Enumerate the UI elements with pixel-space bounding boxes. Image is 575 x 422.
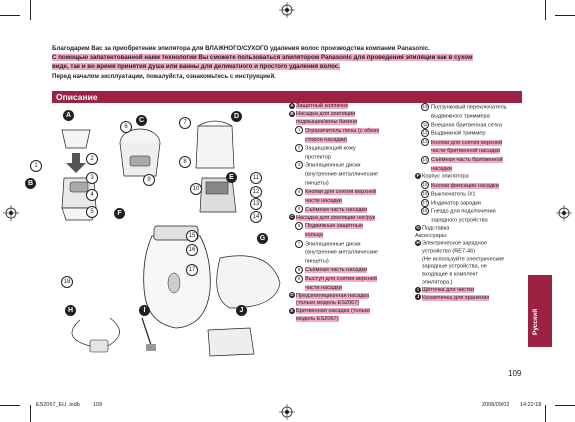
item-text: Электрическое зарядное xyxy=(422,240,487,247)
item-text: пинцеты) xyxy=(305,180,329,187)
item-text: пинцеты) xyxy=(305,258,329,265)
diagram-letter-e: E xyxy=(226,172,237,183)
item-text: Эпиляционные диски xyxy=(305,240,361,247)
crop-mark xyxy=(30,405,31,422)
item-text: протектор xyxy=(305,154,331,161)
callout-number: 11 xyxy=(250,172,262,184)
item-number-badge: 5 xyxy=(295,205,303,213)
product-diagram xyxy=(50,108,282,358)
item-letter-badge: B xyxy=(290,110,294,116)
item-text: выдвижного триммера xyxy=(431,113,490,120)
list-item xyxy=(289,179,415,188)
item-number-badge: 16 xyxy=(422,190,428,196)
list-item xyxy=(415,129,525,138)
list-item xyxy=(289,222,415,231)
item-text: Ограничитель пены (с обеих xyxy=(305,127,380,134)
diagram-letter-g: G xyxy=(257,233,268,244)
callout-number: 12 xyxy=(250,186,262,198)
item-text: сторон насадки) xyxy=(305,136,348,143)
item-text: Насадка для эпиляции xyxy=(296,111,356,118)
intro-line: С помощью запатентованной нами технологии Вы сможете пользоваться эпилятором Panasonic для проведения эпиляции как в сухом xyxy=(52,54,473,62)
item-number-badge: 3 xyxy=(295,161,303,169)
item-text: Насадка для эпиляции ног/рук xyxy=(296,214,376,221)
item-number-badge: 18 xyxy=(422,208,428,214)
list-item xyxy=(289,257,415,266)
footer-time: 14:22:18 xyxy=(520,402,542,408)
list-item xyxy=(415,256,525,264)
item-letter-badge: G xyxy=(416,224,420,230)
callout-number: 2 xyxy=(86,153,98,165)
item-text: Корпус эпилятора xyxy=(422,173,469,180)
item-text: входящие в комплект xyxy=(422,271,478,278)
item-text: Бритвенная насадка (только xyxy=(296,308,371,315)
list-item xyxy=(289,135,415,144)
callout-number: 8 xyxy=(179,156,191,168)
diagram-letter-a: A xyxy=(63,110,74,121)
list-item xyxy=(289,103,415,111)
diagram-letter-b: B xyxy=(25,178,36,189)
list-item xyxy=(289,214,415,222)
list-item xyxy=(289,144,415,153)
list-item xyxy=(415,294,525,302)
diagram-letter-c: C xyxy=(136,115,147,126)
item-letter-badge: C xyxy=(290,214,294,220)
item-text: эпилятора.) xyxy=(422,279,453,286)
list-item xyxy=(289,119,415,127)
item-text: (Не используйте электрические xyxy=(422,256,505,263)
item-text: Индикатор зарядки xyxy=(431,200,481,207)
registration-mark-icon xyxy=(279,404,295,420)
list-item xyxy=(289,240,415,249)
item-text: Выдвижной триммер xyxy=(431,130,486,137)
item-text: Съёмная часть насадки xyxy=(305,206,368,213)
item-text: Гнездо для подключения xyxy=(431,208,496,215)
item-number-badge: 6 xyxy=(295,222,303,230)
charger-shape xyxy=(90,340,108,352)
item-text: Выключатель 0/1 xyxy=(431,191,476,198)
footer-file: ES2067_EU .indb xyxy=(36,402,80,408)
item-text: (внутренние металлические xyxy=(305,171,379,178)
item-text: Выступ для снятия верхней xyxy=(305,276,378,283)
list-item xyxy=(415,225,525,233)
list-item xyxy=(289,153,415,162)
crop-mark xyxy=(555,405,575,406)
list-item xyxy=(415,263,525,271)
item-text: Кнопки для снятия верхней xyxy=(305,189,377,196)
callout-number: 1 xyxy=(30,160,42,172)
stand-shape xyxy=(217,256,280,308)
cleaning-brush-shape xyxy=(142,318,152,348)
language-tab-label: Русский xyxy=(532,308,539,335)
list-item xyxy=(289,316,415,324)
list-item xyxy=(289,275,415,284)
item-text: Защищающий кожу xyxy=(305,145,356,152)
list-item xyxy=(289,161,415,170)
item-text: Кнопки для снятия верхней xyxy=(431,139,503,146)
item-text: зарядные устройства, не xyxy=(422,263,487,270)
item-text: Эпиляционные диски xyxy=(305,162,361,169)
item-text: Съёмная часть насадки xyxy=(305,267,368,274)
item-text: Ползунковый переключатель xyxy=(431,104,507,111)
list-item xyxy=(289,308,415,316)
item-letter-badge: F xyxy=(416,173,420,179)
crop-mark xyxy=(555,15,575,16)
item-text: части бритвенной насадки xyxy=(431,148,500,155)
callout-number: 18 xyxy=(61,276,73,288)
crop-mark xyxy=(545,0,546,20)
diagram-letter-d: D xyxy=(231,111,242,122)
intro-text xyxy=(52,44,522,81)
intro-line: виде, так и во время принятия душа или ванны для деликатного и простого удаления волос. xyxy=(52,63,340,71)
callout-number: 13 xyxy=(250,198,262,210)
item-text: модель ES2067) xyxy=(296,316,339,323)
parts-list-right xyxy=(415,103,525,302)
callout-number: 14 xyxy=(250,211,262,223)
list-item xyxy=(415,156,525,165)
item-text: насадки xyxy=(431,165,452,172)
diagram-letter-f: F xyxy=(114,208,125,219)
callout-number: 6 xyxy=(120,121,132,133)
item-text: Кнопки фиксации насадки xyxy=(431,182,499,189)
list-item xyxy=(415,248,525,256)
list-item xyxy=(415,181,525,190)
intro-line: Благодарим Вас за приобретение эпилятора для ВЛАЖНОГО/СУХОГО удаления волос производства компании Panasonic. xyxy=(52,45,430,52)
list-item xyxy=(415,240,525,248)
diagram-letter-j: J xyxy=(236,305,247,316)
diagram-letter-h: H xyxy=(65,305,76,316)
list-item xyxy=(415,173,525,181)
list-item xyxy=(415,199,525,208)
item-text: Съёмная часть бритвенной xyxy=(431,157,503,164)
list-item xyxy=(415,233,525,240)
item-text: Подставка xyxy=(422,225,450,232)
page-number: 109 xyxy=(508,369,522,378)
crop-mark xyxy=(30,0,31,20)
registration-mark-icon xyxy=(3,205,19,221)
item-text: части насадки xyxy=(305,284,343,291)
callout-number: 7 xyxy=(179,117,191,129)
callout-number: 16 xyxy=(186,244,198,256)
callout-number: 17 xyxy=(186,264,198,276)
item-number-badge: 2 xyxy=(295,144,303,152)
item-number-badge: 15 xyxy=(422,182,428,188)
intro-line: Перед началом эксплуатации, пожалуйста, ознакомьтесь с инструкцией. xyxy=(52,72,276,80)
item-number-badge: 1 xyxy=(295,126,303,134)
item-letter-badge: A xyxy=(290,103,294,108)
item-text: Щёточка для чистки xyxy=(422,287,475,294)
section-title: Описание xyxy=(56,92,98,102)
item-letter-badge: E xyxy=(290,307,294,313)
item-number-badge: 8 xyxy=(295,266,303,274)
item-text: Подвижные защитные xyxy=(305,223,364,230)
item-text: Предэпиляционная насадка xyxy=(296,292,370,299)
list-item xyxy=(289,205,415,214)
list-item xyxy=(289,188,415,197)
protective-cap-shape xyxy=(62,130,90,148)
item-text: кольца xyxy=(305,232,323,239)
list-item xyxy=(289,292,415,300)
item-number-badge: 4 xyxy=(295,188,303,196)
callout-number: 10 xyxy=(190,183,202,195)
item-text: (только модель ES2067) xyxy=(296,300,360,307)
list-item xyxy=(415,103,525,112)
item-text: Косметичка для хранения xyxy=(422,294,490,301)
item-number-badge: 10 xyxy=(422,104,428,109)
callout-number: 3 xyxy=(86,172,98,184)
callout-number: 15 xyxy=(186,230,198,242)
list-item xyxy=(415,271,525,279)
item-text: устройство (RE7-46) xyxy=(422,248,476,255)
callout-number: 4 xyxy=(86,189,98,201)
list-item xyxy=(415,207,525,216)
list-item xyxy=(289,266,415,275)
item-letter-badge: H xyxy=(416,240,420,246)
item-text: (внутренние металлические xyxy=(305,249,379,256)
registration-mark-icon xyxy=(279,2,295,18)
item-text: зарядного устройства xyxy=(431,217,488,224)
footer-date: 2008/09/02 xyxy=(482,402,510,408)
list-item xyxy=(415,287,525,295)
item-text: Аксессуары: xyxy=(415,232,448,239)
crop-mark xyxy=(0,405,20,406)
list-item xyxy=(289,248,415,257)
list-item xyxy=(415,216,525,225)
list-item xyxy=(415,190,525,199)
list-item xyxy=(415,164,525,173)
list-item xyxy=(289,126,415,135)
list-item xyxy=(415,121,525,130)
parts-list-left xyxy=(289,103,415,323)
crop-mark xyxy=(545,405,546,422)
item-text: Защитный колпачок xyxy=(296,103,348,110)
arrow-down-icon xyxy=(66,153,86,173)
item-letter-badge: I xyxy=(415,287,421,293)
item-number-badge: 11 xyxy=(422,121,428,127)
list-item xyxy=(289,197,415,206)
list-item xyxy=(415,279,525,287)
list-item xyxy=(289,170,415,179)
item-letter-badge: D xyxy=(290,292,294,298)
diagram-letter-i: I xyxy=(139,305,150,316)
pre-epilation-attachment-shape xyxy=(196,126,234,168)
list-item xyxy=(415,138,525,147)
list-item xyxy=(415,147,525,156)
item-number-badge: 9 xyxy=(295,275,303,283)
item-number-badge: 14 xyxy=(422,156,428,162)
list-item xyxy=(289,283,415,292)
item-letter-badge: J xyxy=(416,294,420,300)
list-item xyxy=(415,112,525,121)
item-text: части насадки xyxy=(305,198,343,205)
item-number-badge: 12 xyxy=(422,130,428,136)
item-number-badge: 7 xyxy=(295,240,303,248)
item-text: Внешняя бритвенная сетка xyxy=(431,122,502,129)
item-number-badge: 13 xyxy=(422,139,428,145)
registration-mark-icon xyxy=(556,205,572,221)
section-header-bar xyxy=(52,91,522,103)
list-item xyxy=(289,231,415,240)
item-text: подмышек/зоны бикини xyxy=(296,119,358,126)
crop-mark xyxy=(0,15,20,16)
storage-pouch-shape xyxy=(208,328,254,356)
callout-number: 5 xyxy=(86,206,98,218)
callout-number: 9 xyxy=(143,174,155,186)
list-item xyxy=(289,300,415,308)
footer-page: 109 xyxy=(93,402,103,408)
item-number-badge: 17 xyxy=(422,199,428,205)
list-item xyxy=(289,111,415,119)
